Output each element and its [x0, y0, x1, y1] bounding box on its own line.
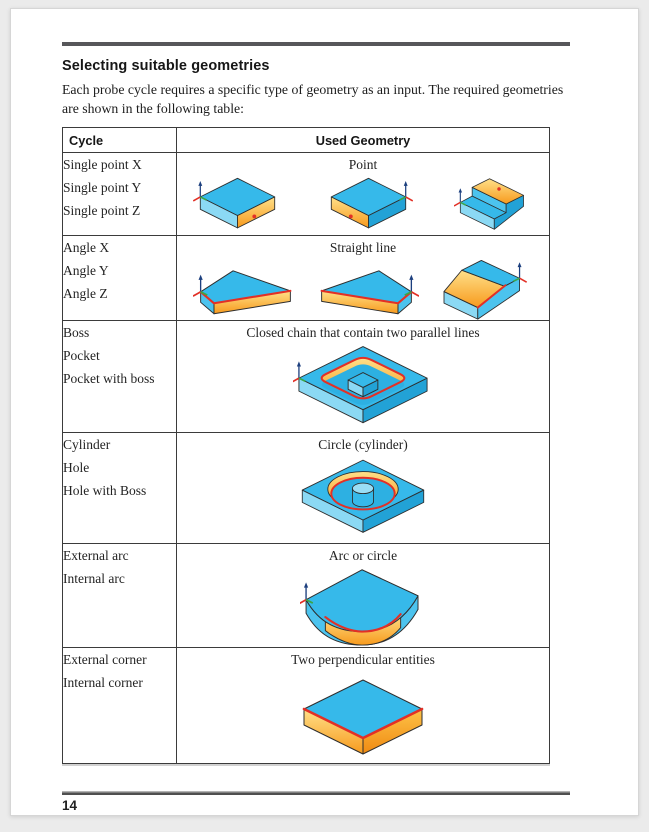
geometry-caption: Circle (cylinder)	[318, 437, 408, 452]
footer-rule	[62, 791, 570, 795]
slab-point-right-illustration	[193, 173, 282, 235]
corner-block-illustration	[298, 672, 428, 760]
cycle-cell	[63, 321, 177, 433]
slab-point-left-illustration	[324, 173, 413, 235]
geometry-cell	[177, 544, 550, 648]
geometry-caption: Arc or circle	[328, 548, 398, 563]
cycle-label: Single point X	[63, 157, 142, 172]
wedge-line-right-illustration	[314, 259, 419, 317]
page-number: 14	[62, 798, 78, 813]
pocket-with-boss-illustration	[293, 341, 433, 432]
cycle-label: Internal arc	[63, 571, 125, 586]
cycle-label: Angle X	[63, 240, 110, 255]
hole-with-boss-illustration	[297, 453, 429, 543]
cycle-label: Pocket	[63, 348, 100, 363]
cycle-label: Boss	[63, 325, 90, 340]
geometry-cell	[177, 321, 550, 433]
table-row	[63, 321, 550, 433]
document-page	[10, 8, 639, 816]
cycle-label: Single point Z	[63, 203, 141, 218]
table-row	[63, 648, 550, 764]
cycle-cell	[63, 544, 177, 648]
stepped-block-point-illustration	[454, 173, 533, 235]
cycle-label: Hole with Boss	[63, 483, 147, 498]
cycle-label: External arc	[63, 548, 129, 563]
geometry-cell	[177, 648, 550, 764]
cycle-label: External corner	[63, 652, 147, 667]
table-header-row	[63, 128, 550, 153]
wedge-line-left-illustration	[193, 259, 298, 317]
section-title: Selecting suitable geometries	[62, 58, 270, 74]
page-content	[11, 42, 638, 813]
intro-paragraph: Each probe cycle requires a specific type of geometry as an input. The required geometries are shown in the following table:	[62, 82, 564, 116]
cycle-cell	[63, 236, 177, 321]
cycle-cell	[63, 648, 177, 764]
header-used-geometry: Used Geometry	[177, 128, 550, 153]
geometry-caption: Point	[348, 157, 378, 172]
cycle-label: Pocket with boss	[63, 371, 155, 386]
header-cycle: Cycle	[63, 128, 177, 153]
geometry-cell	[177, 433, 550, 544]
cycle-label: Single point Y	[63, 180, 142, 195]
table-row	[63, 153, 550, 236]
cycle-cell	[63, 433, 177, 544]
geometry-caption: Straight line	[329, 240, 397, 255]
table-row	[63, 544, 550, 648]
geometry-caption: Two perpendicular entities	[291, 652, 435, 667]
ramp-line-illustration	[435, 256, 533, 320]
table-row	[63, 236, 550, 321]
cycle-label: Angle Y	[63, 263, 109, 278]
geometry-cell	[177, 236, 550, 321]
cycle-label: Cylinder	[63, 437, 111, 452]
cycle-label: Hole	[63, 460, 90, 475]
geometry-cell	[177, 153, 550, 236]
cycle-label: Angle Z	[63, 286, 108, 301]
cycle-cell	[63, 153, 177, 236]
cycle-label: Internal corner	[63, 675, 143, 690]
geometry-caption: Closed chain that contain two parallel lines	[246, 325, 480, 340]
geometry-table	[62, 127, 550, 764]
top-rule	[62, 42, 570, 46]
arc-segment-illustration	[300, 564, 426, 647]
table-row	[63, 433, 550, 544]
